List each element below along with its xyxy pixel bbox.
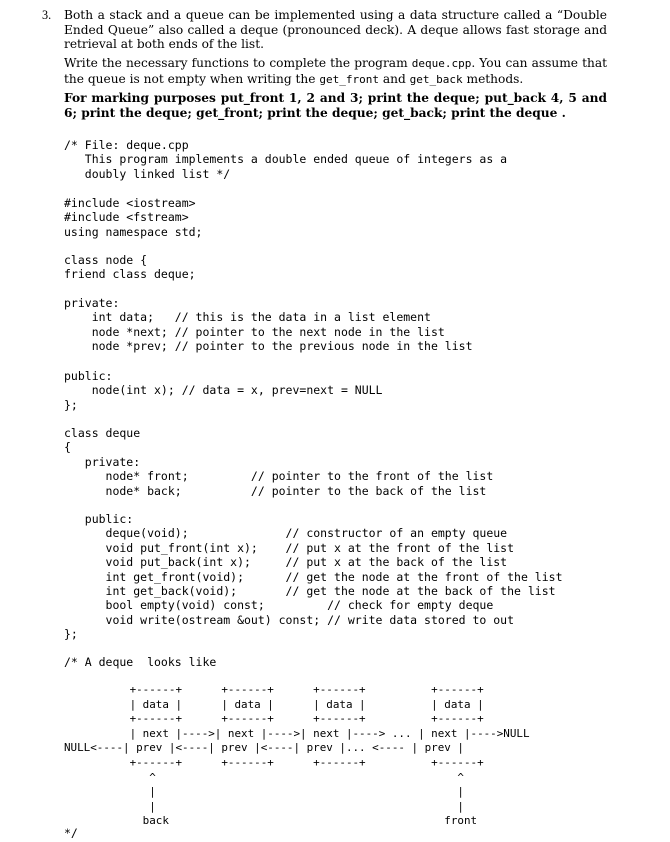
instructions-text-2: . You can assume that the queue is not empty when writing the [64,56,607,86]
instructions-text-4: methods. [462,71,524,86]
intro-paragraph: Both a stack and a queue can be implemented using a data structure called a “Double Ended Queue” also called a deque (pronounced deck). A deque allows fast storage and retrieval at both ends of the list. [64,8,607,51]
deque-ascii-diagram: +------+ +------+ +------+ +------+ | data | | data | | data | | data | +------+ +------+ +------+ +------+ | next |---->| next |---->| next |----> ... | next |---->NULL NULL<----| prev |<----| prev |<----| prev |... <---- | prev | +------+ +------+ +------+ +------+ ^ ^ | | | | back front [64,683,530,828]
code-node-private: private: int data; // this is the data in a list element node *next; // pointer to the next node in the list node *prev; // pointer to the previous node in the list [64,296,473,354]
marking-instructions: For marking purposes put_front 1, 2 and 3; print the deque; put_back 4, 5 and 6; print the deque; get_front; print the deque; get_back; print the deque . [64,91,607,120]
instructions-text-3: and [378,71,410,86]
code-comment-end: */ [64,826,78,840]
instructions-text-1: Write the necessary functions to complete the program [64,56,412,70]
question-number: 3. [42,8,52,22]
code-diagram-comment-start: /* A deque looks like [64,655,217,669]
code-node-class: class node { friend class deque; [64,253,196,282]
get-front-code: get_front [319,72,379,86]
code-deque-public: public: deque(void); // constructor of an empty queue void put_front(int x); // put x at the front of the list void put_back(int x); // put x at the back of the list int get_front(void); // get the node at the front of the list int get_back(void); // get the node at the back of the list bool empty(void) const; // check for empty deque void write(ostream &out) const; // write data stored to out }; [64,512,563,642]
filename-code: deque.cpp [411,57,472,70]
code-node-public: public: node(int x); // data = x, prev=next = NULL }; [64,369,383,412]
code-includes: #include <iostream> #include <fstream> using namespace std; [64,196,203,239]
code-header-comment: /* File: deque.cpp This program implements a double ended queue of integers as a doubly linked list */ [64,138,508,181]
instructions-paragraph [64,56,607,87]
code-deque-private: class deque { private: node* front; // pointer to the front of the list node* back; // pointer to the back of the list [64,426,494,498]
get-back-code: get_back [409,72,463,86]
